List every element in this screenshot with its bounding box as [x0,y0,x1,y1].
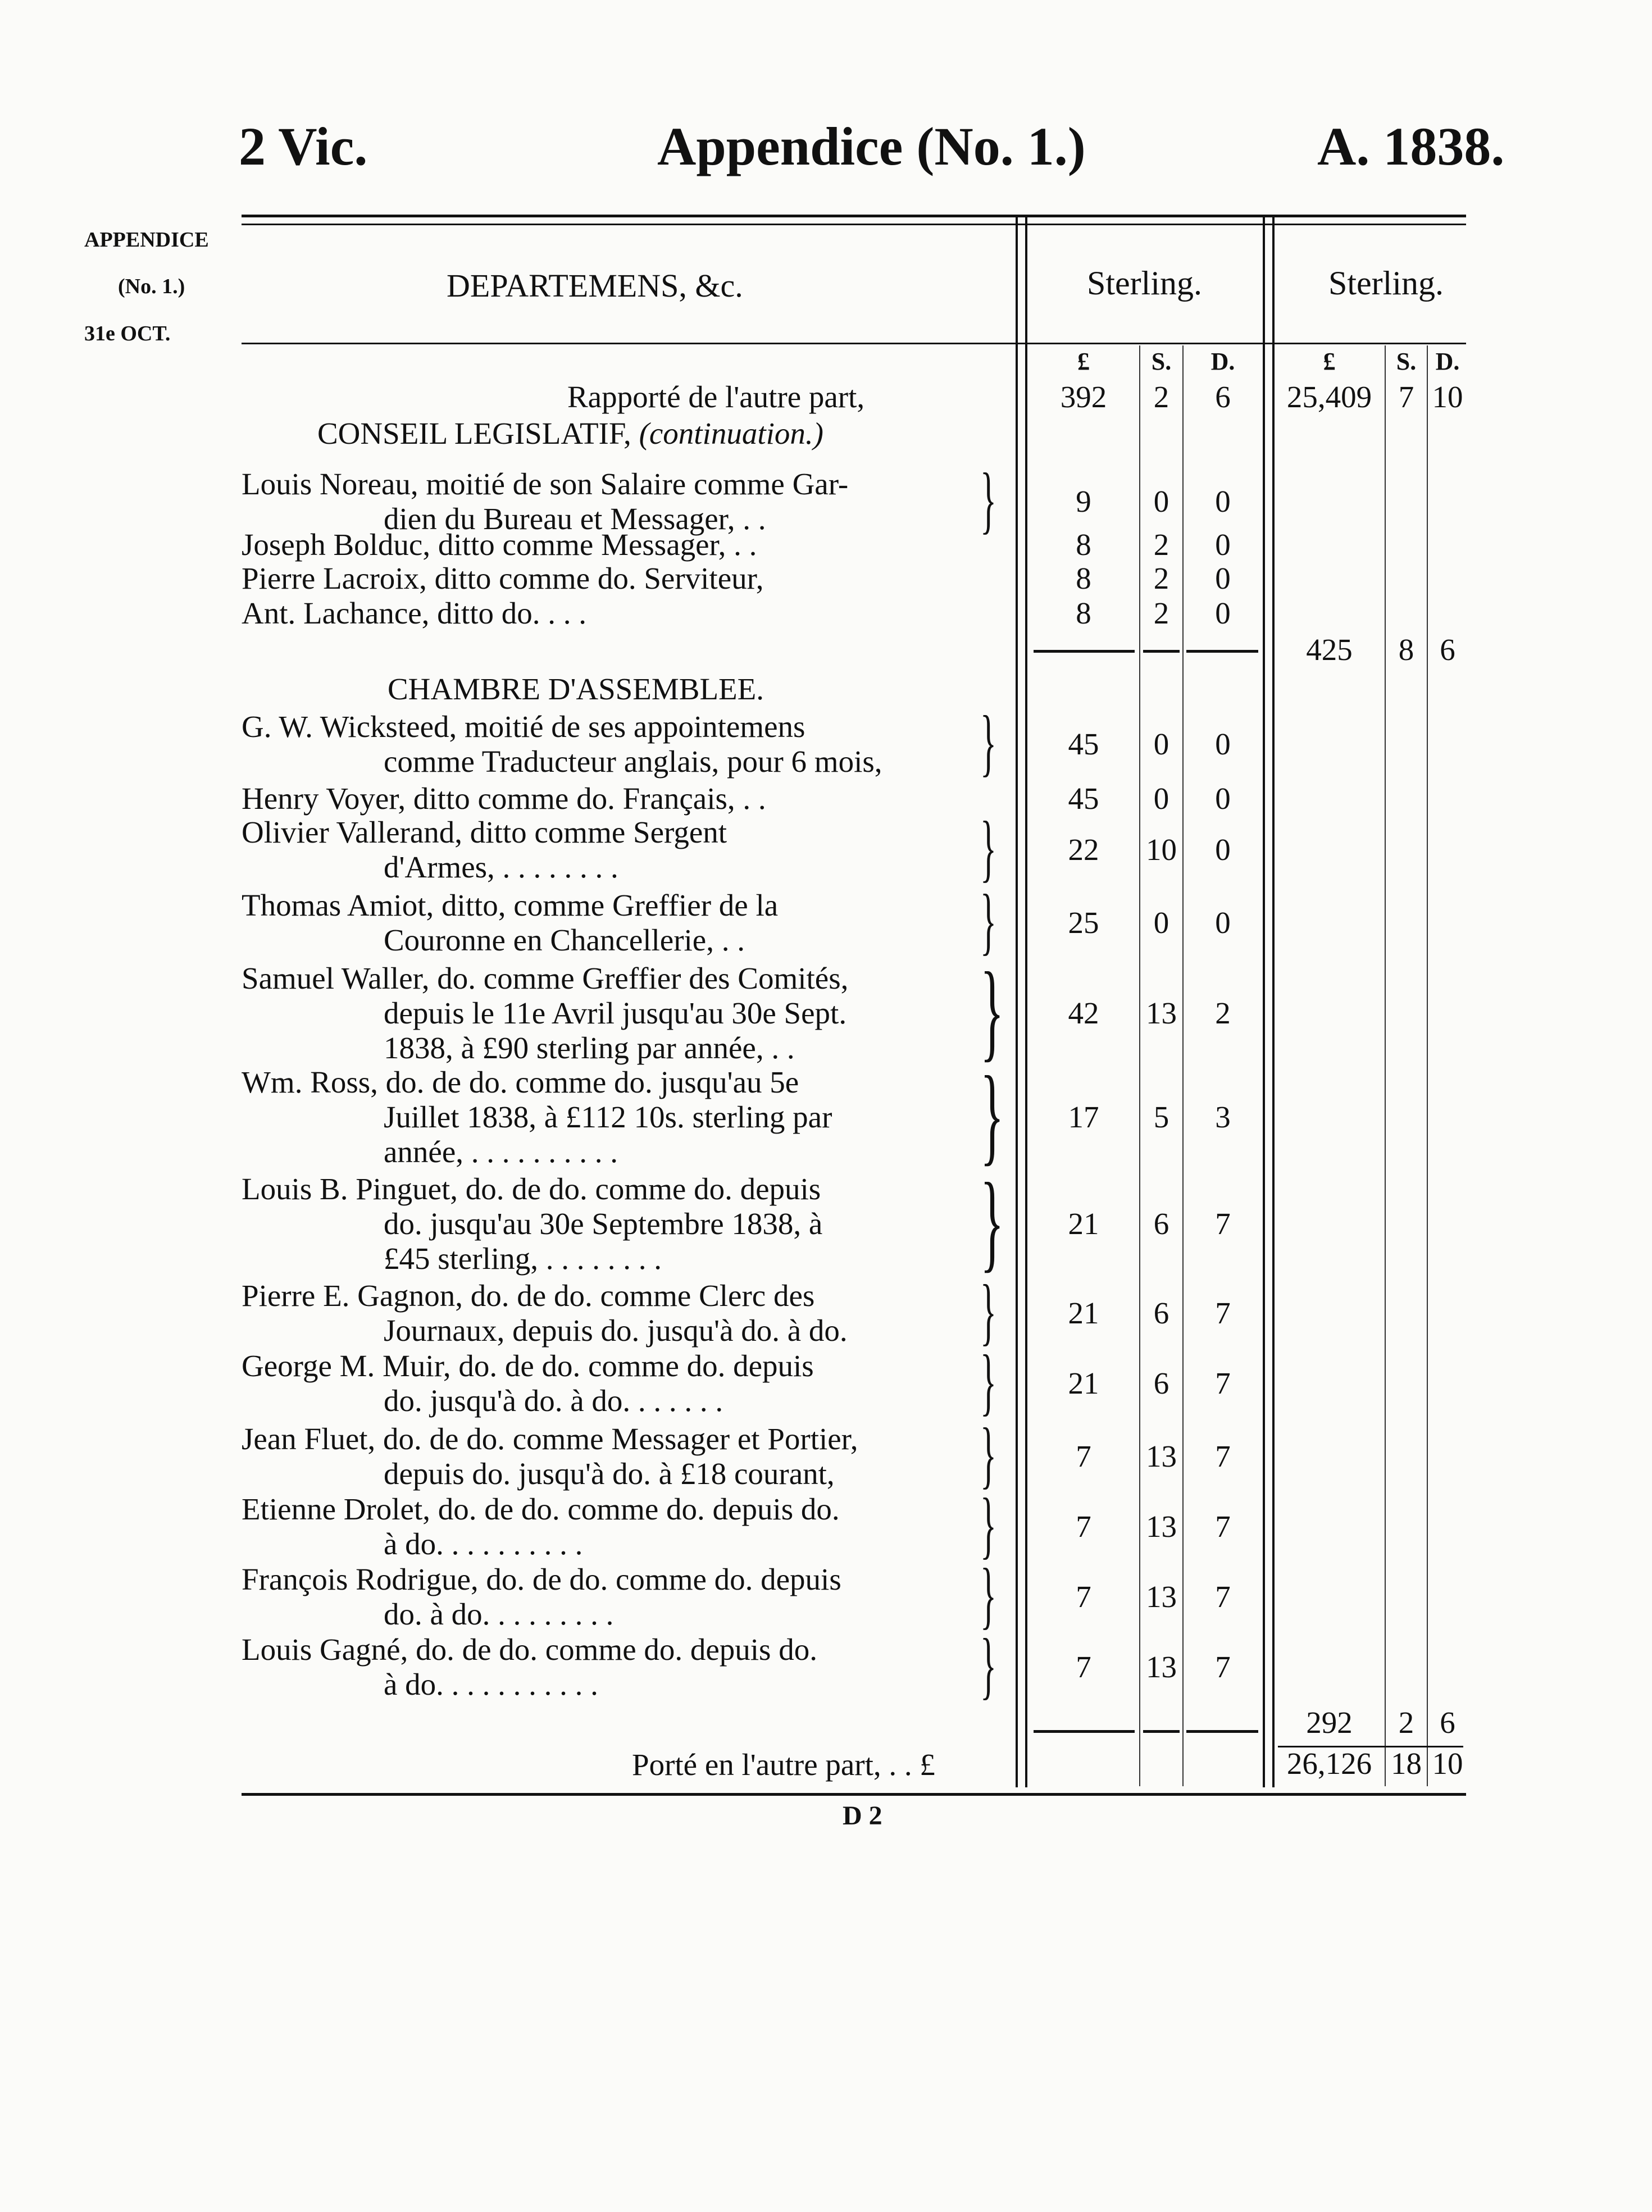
entry-amount-d: 0 [1215,527,1231,562]
pence-header-1: D. [1210,348,1235,375]
signature-mark: D 2 [843,1801,882,1831]
shilling-header-1: S. [1151,348,1172,375]
entry-amount-s: 13 [1146,1580,1177,1614]
entry-amount-d: 2 [1215,996,1231,1030]
top-rule [242,215,1466,217]
entry-text-line: Henry Voyer, ditto comme do. Français, . . [242,781,766,816]
entry-amount-l: 21 [1068,1296,1099,1330]
col-divider-1b [1025,215,1027,1787]
entry-amount-s: 10 [1146,832,1177,867]
section-conseil-title [317,416,823,451]
entry-amount-d: 7 [1215,1580,1231,1614]
entry-amount-s: 2 [1153,527,1169,562]
entry-amount-s: 6 [1153,1366,1169,1400]
entry-amount-d: 7 [1215,1439,1231,1473]
entry-amount-l: 21 [1068,1207,1099,1241]
entry-amount-s: 0 [1153,727,1169,761]
entry-amount-l: 17 [1068,1100,1099,1134]
subtotal2-s: 2 [1398,1705,1414,1740]
entry-amount-l: 7 [1076,1509,1091,1544]
carried-in-a-s: 2 [1153,380,1169,414]
header-left: 2 Vic. [239,116,368,176]
carried-in-a-l: 392 [1060,380,1107,414]
entry-text-line: Pierre E. Gagnon, do. de do. comme Clerc des [242,1278,815,1313]
entry-amount-d: 0 [1215,561,1231,595]
col-divider-1 [1016,215,1018,1787]
section-conseil-name: CONSEIL LEGISLATIF, [317,416,631,450]
entry-text-line: année, . . . . . . . . . . [384,1135,618,1169]
carried-out-b-s: 18 [1391,1746,1422,1781]
brace-icon: } [980,1413,996,1496]
entry-text-line: do. jusqu'au 30e Septembre 1838, à [384,1207,823,1241]
entry-text-line: à do. . . . . . . . . . [384,1527,583,1561]
col-divider-2b [1272,215,1275,1787]
entry-amount-l: 8 [1076,561,1091,595]
entry-amount-s: 13 [1146,996,1177,1030]
entry-text-line: François Rodrigue, do. de do. comme do. depuis [242,1562,841,1596]
entry-amount-d: 0 [1215,781,1231,816]
entry-amount-d: 7 [1215,1366,1231,1400]
shilling-header-2: S. [1396,348,1417,375]
sidebar-number: (No. 1.) [118,275,185,298]
top-rule-2 [242,224,1466,225]
entry-text-line: Journaux, depuis do. jusqu'à do. à do. [384,1313,848,1348]
entry-text-line: depuis do. jusqu'à do. à £18 courant, [384,1457,835,1491]
subtotal1-rule-s [1143,650,1180,653]
entry-amount-l: 25 [1068,905,1099,940]
subtotal2-rule-s [1143,1730,1180,1733]
carried-in-label: Rapporté de l'autre part, [567,380,865,414]
entry-text-line: 1838, à £90 sterling par année, . . [384,1031,795,1065]
subtotal1-rule-l [1034,650,1135,653]
entry-amount-l: 45 [1068,727,1099,761]
entry-text-line: £45 sterling, . . . . . . . . [384,1241,662,1276]
brace-icon: } [980,1269,996,1353]
entry-text-line: Couronne en Chancellerie, . . [384,923,745,957]
entry-amount-s: 5 [1153,1100,1169,1134]
brace-icon: } [980,1160,1004,1282]
entry-amount-d: 3 [1215,1100,1231,1134]
entry-text-line: à do. . . . . . . . . . . [384,1667,598,1701]
carried-in-b-l: 25,409 [1286,380,1372,414]
entry-text-line: Samuel Waller, do. comme Greffier des Comités, [242,961,849,995]
entry-amount-s: 6 [1153,1207,1169,1241]
sterling-header-1: Sterling. [1087,265,1202,302]
header-bottom-rule [242,343,1466,344]
sidebar-date: 31e OCT. [84,322,171,345]
entry-text-line: comme Traducteur anglais, pour 6 mois, [384,744,882,779]
col-divider-2 [1263,215,1265,1787]
subtotal1-s: 8 [1398,632,1414,667]
entry-amount-l: 7 [1076,1650,1091,1684]
entry-amount-s: 13 [1146,1509,1177,1544]
entry-text-line: Ant. Lachance, ditto do. . . . [242,596,586,630]
entry-text-line: d'Armes, . . . . . . . . [384,850,618,884]
entry-amount-l: 8 [1076,527,1091,562]
brace-icon: } [980,458,996,541]
entry-amount-s: 6 [1153,1296,1169,1330]
entry-amount-l: 7 [1076,1580,1091,1614]
subtotal2-rule-d [1186,1730,1258,1733]
entry-amount-l: 9 [1076,484,1091,518]
carried-out-b-d: 10 [1432,1746,1463,1781]
entry-text-line: Olivier Vallerand, ditto comme Sergent [242,815,727,849]
carried-in-b-d: 10 [1432,380,1463,414]
entry-amount-l: 45 [1068,781,1099,816]
entry-amount-s: 0 [1153,781,1169,816]
entry-amount-s: 2 [1153,596,1169,630]
entry-amount-l: 8 [1076,596,1091,630]
brace-icon: } [980,879,996,962]
bottom-rule [242,1793,1466,1796]
header-right: A. 1838. [1317,116,1505,176]
entry-amount-d: 7 [1215,1207,1231,1241]
entry-amount-d: 0 [1215,832,1231,867]
subtotal1-rule-d [1186,650,1258,653]
carried-out-b-l: 26,126 [1286,1746,1372,1781]
entry-text-line: Etienne Drolet, do. de do. comme do. depuis do. [242,1492,840,1526]
subtotal2-rule-l [1034,1730,1135,1733]
entry-amount-d: 0 [1215,905,1231,940]
sidebar-appendice: APPENDICE [84,228,209,252]
header-center: Appendice (No. 1.) [657,116,1086,176]
entry-amount-s: 13 [1146,1439,1177,1473]
entry-amount-d: 7 [1215,1650,1231,1684]
entry-text-line: Louis B. Pinguet, do. de do. comme do. depuis [242,1172,821,1206]
entry-text-line: Pierre Lacroix, ditto comme do. Serviteur, [242,561,764,595]
subtotal1-d: 6 [1440,632,1455,667]
entry-amount-d: 0 [1215,596,1231,630]
brace-icon: } [980,1553,996,1636]
brace-icon: } [980,1054,1004,1176]
section-conseil-continuation: (continuation.) [639,416,823,450]
carried-in-b-s: 7 [1398,380,1414,414]
brace-icon: } [980,950,1004,1072]
entry-text-line: Jean Fluet, do. de do. comme Messager et Portier, [242,1422,858,1456]
entry-text-line: Wm. Ross, do. de do. comme do. jusqu'au 5e [242,1065,799,1099]
subtotal2-d: 6 [1440,1705,1455,1740]
entry-amount-l: 42 [1068,996,1099,1030]
sterling-header-2: Sterling. [1328,265,1444,302]
col-divider-d2 [1427,345,1428,1786]
brace-icon: } [980,1340,996,1423]
departemens-header: DEPARTEMENS, &c. [447,267,743,304]
carried-in-a-d: 6 [1215,380,1231,414]
entry-text-line: Louis Noreau, moitié de son Salaire comme Gar- [242,467,849,501]
entry-amount-s: 0 [1153,484,1169,518]
entry-amount-s: 13 [1146,1650,1177,1684]
entry-text-line: G. W. Wicksteed, moitié de ses appointemens [242,709,805,744]
entry-amount-l: 22 [1068,832,1099,867]
pence-header-2: D. [1435,348,1460,375]
entry-amount-l: 7 [1076,1439,1091,1473]
entry-amount-d: 7 [1215,1509,1231,1544]
brace-icon: } [980,1623,996,1706]
brace-icon: } [980,1483,996,1566]
entry-text-line: depuis le 11e Avril jusqu'au 30e Sept. [384,996,847,1030]
section-chambre-title: CHAMBRE D'ASSEMBLEE. [388,672,764,706]
entry-amount-d: 0 [1215,484,1231,518]
entry-text-line: dien du Bureau et Messager, . . [384,502,766,536]
subtotal2-l: 292 [1306,1705,1353,1740]
col-divider-s2 [1385,345,1386,1786]
entry-text-line: Joseph Bolduc, ditto comme Messager, . . [242,527,757,562]
entry-amount-s: 2 [1153,561,1169,595]
entry-text-line: do. à do. . . . . . . . . [384,1597,614,1631]
entry-text-line: Louis Gagné, do. de do. comme do. depuis do. [242,1632,817,1667]
entry-amount-d: 7 [1215,1296,1231,1330]
entry-amount-l: 21 [1068,1366,1099,1400]
entry-amount-s: 0 [1153,905,1169,940]
entry-text-line: do. jusqu'à do. à do. . . . . . . [384,1383,723,1418]
brace-icon: } [980,700,996,784]
entry-text-line: Thomas Amiot, ditto, comme Greffier de la [242,888,779,922]
brace-icon: } [980,806,996,889]
entry-amount-d: 0 [1215,727,1231,761]
subtotal1-l: 425 [1306,632,1353,667]
pound-header-1: £ [1077,348,1090,375]
entry-text-line: Juillet 1838, à £112 10s. sterling par [384,1100,832,1134]
carried-out-label: Porté en l'autre part, . . £ [632,1747,935,1782]
entry-text-line: George M. Muir, do. de do. comme do. depuis [242,1349,814,1383]
pound-header-2: £ [1323,348,1336,375]
